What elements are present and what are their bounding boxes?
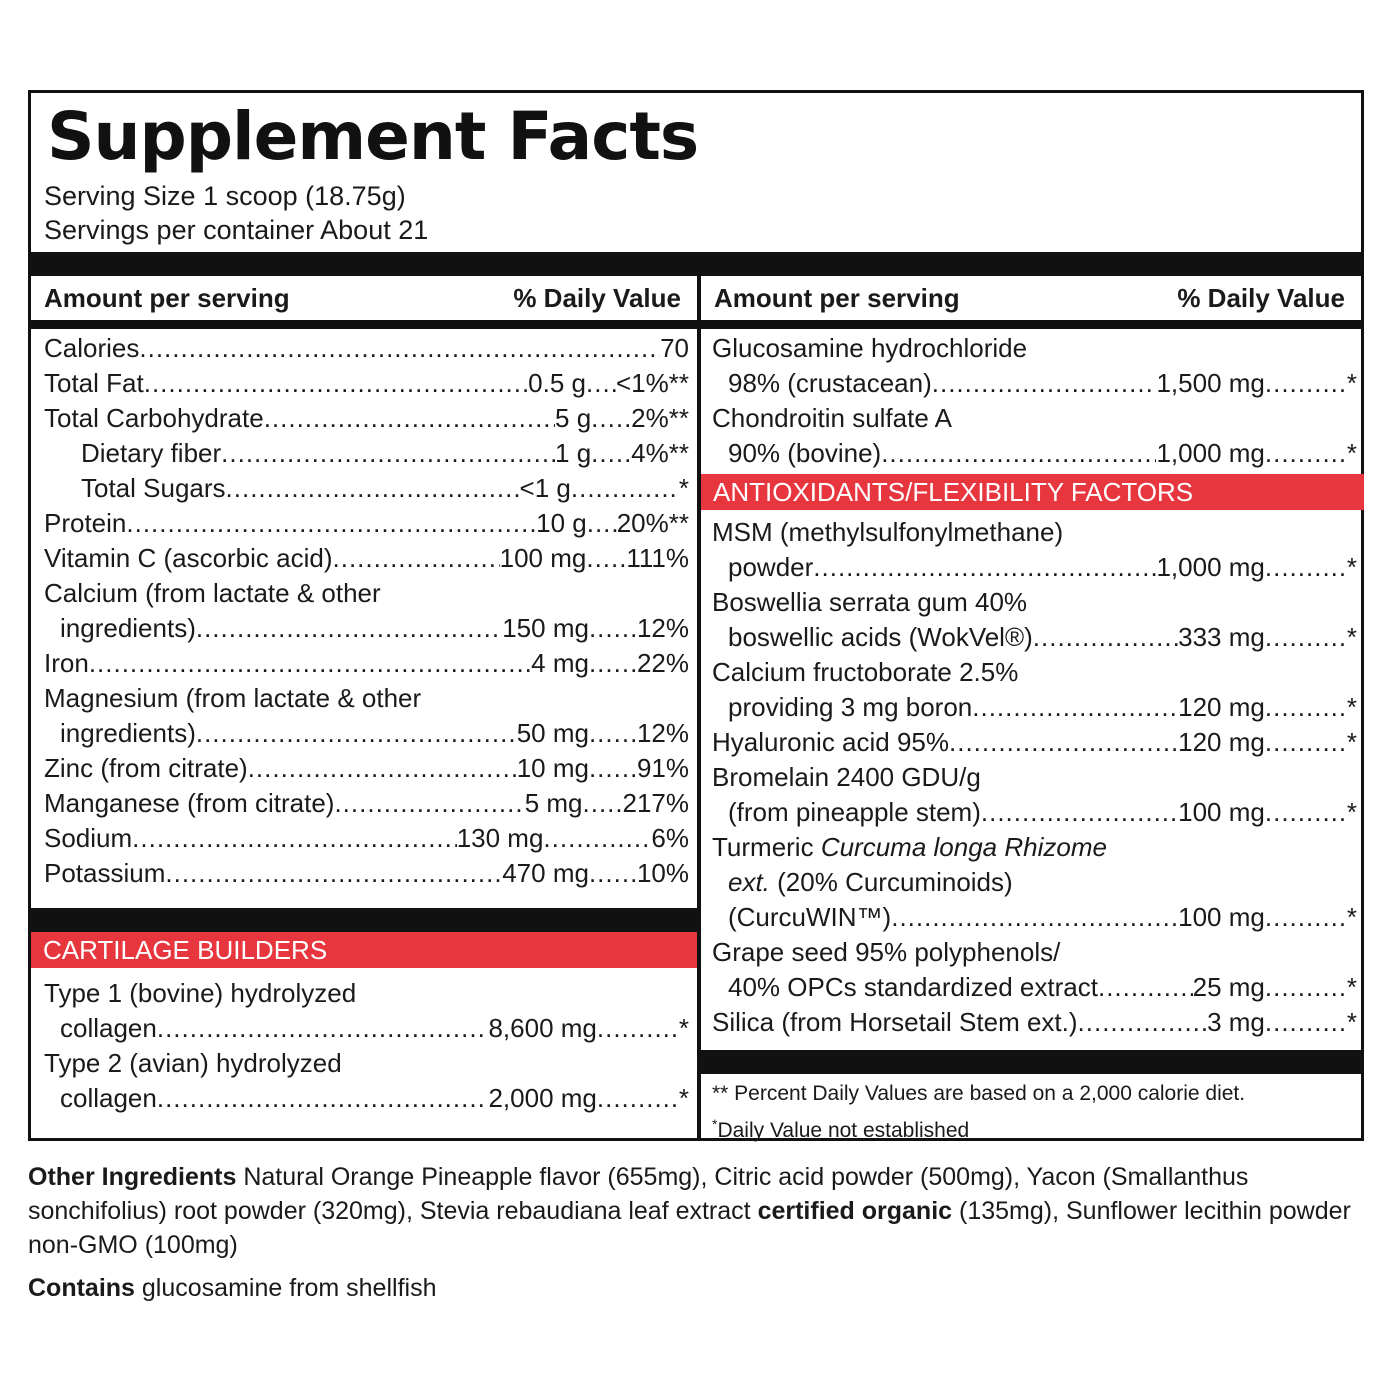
nutrient-amount: 50 mg [516, 718, 589, 748]
nutrient-name: 90% (bovine) [728, 438, 882, 468]
nutrient-amount: 3 mg [1207, 1007, 1265, 1037]
leader-dots [589, 856, 637, 891]
header-rule [31, 320, 1361, 329]
nutrient-row [44, 401, 689, 436]
item-label-line: Boswellia serrata gum 40% [712, 587, 1028, 617]
daily-value: * [1346, 902, 1357, 932]
nutrient-name: collagen [60, 1013, 157, 1043]
nutrient-amount: 100 mg [1178, 797, 1265, 827]
leader-dots [591, 401, 631, 436]
nutrient-name: Total Carbohydrate [44, 403, 264, 433]
leader-dots [1098, 970, 1193, 1005]
dv-footnote-text: Daily Value not established [717, 1119, 970, 1142]
daily-value-label: % Daily Value [513, 282, 681, 313]
antioxidants-list [712, 515, 1357, 1040]
nutrient-amount: 120 mg [1178, 727, 1265, 757]
contains-text: glucosamine from shellfish [134, 1274, 437, 1302]
nutrient-row [44, 611, 689, 646]
daily-value: 2%** [631, 403, 689, 433]
leader-dots [591, 436, 631, 471]
leader-dots [157, 1011, 489, 1046]
leader-dots [1265, 366, 1347, 401]
leader-dots [1265, 550, 1347, 585]
left-column-header [31, 276, 697, 320]
nutrient-row [44, 366, 689, 401]
item-label-line: Calcium fructoborate 2.5% [712, 657, 1019, 687]
leader-dots [589, 611, 637, 646]
leader-dots [333, 541, 500, 576]
nutrient-row [44, 541, 689, 576]
cartilage-list [44, 976, 689, 1116]
daily-value: 217% [622, 788, 689, 818]
daily-value: 20%** [616, 508, 689, 538]
left-nutrient-list [44, 331, 689, 891]
nutrient-row [44, 646, 689, 681]
nutrient-row [44, 1081, 689, 1116]
leader-dots [587, 506, 617, 541]
nutrient-amount: 5 g [555, 403, 592, 433]
nutrient-name: 98% (crustacean) [728, 368, 932, 398]
nutrient-name: ingredients) [60, 613, 196, 643]
nutrient-row [44, 506, 689, 541]
nutrient-row [712, 1005, 1357, 1040]
nutrient-row [44, 436, 689, 471]
leader-dots [1265, 620, 1347, 655]
nutrient-row [44, 821, 689, 856]
leader-dots [891, 900, 1178, 935]
nutrient-row [44, 716, 689, 751]
serving-size: Serving Size 1 scoop (18.75g) [44, 181, 406, 211]
footnote-star: * [712, 1116, 718, 1132]
daily-value: 22% [636, 648, 689, 678]
item-label-line: Magnesium (from lactate & other [44, 683, 422, 713]
other-ingredients-text-b: (135mg), Sunflower lecithin powder non-GMO (100mg) [28, 1197, 1351, 1259]
nutrient-name: Vitamin C (ascorbic acid) [44, 543, 333, 573]
amount-per-serving-label: Amount per serving [44, 282, 290, 313]
dv-footnote [712, 1109, 1245, 1146]
nutrient-row [712, 690, 1357, 725]
daily-value: * [678, 1083, 689, 1113]
nutrient-row [712, 620, 1357, 655]
item-label-line [712, 830, 1357, 865]
daily-value: * [1346, 368, 1357, 398]
nutrient-row [712, 550, 1357, 585]
leader-dots [571, 471, 679, 506]
turmeric-text: Turmeric [712, 832, 821, 862]
daily-value: * [1346, 1007, 1357, 1037]
item-label-line: Type 2 (avian) hydrolyzed [44, 1048, 342, 1078]
daily-value: 4%** [631, 438, 689, 468]
leader-dots [597, 1011, 679, 1046]
nutrient-row [44, 1011, 689, 1046]
nutrient-amount: 70 [660, 333, 689, 363]
nutrient-row [712, 900, 1357, 935]
nutrient-amount: 10 mg [516, 753, 589, 783]
nutrient-row [44, 856, 689, 891]
amount-per-serving-label: Amount per serving [714, 282, 960, 313]
item-label-line: Grape seed 95% polyphenols/ [712, 937, 1061, 967]
antioxidants-heading: ANTIOXIDANTS/FLEXIBILITY FACTORS [701, 474, 1364, 510]
nutrient-name: Silica (from Horsetail Stem ext.) [712, 1007, 1078, 1037]
leader-dots [1265, 690, 1347, 725]
nutrient-name: Sodium [44, 823, 133, 853]
right-column-header [701, 276, 1361, 320]
other-ingredients [28, 1160, 1368, 1262]
nutrient-row [712, 725, 1357, 760]
nutrient-amount: 2,000 mg [488, 1083, 597, 1113]
nutrient-name: providing 3 mg boron [728, 692, 973, 722]
leader-dots [932, 366, 1157, 401]
nutrient-name: collagen [60, 1083, 157, 1113]
daily-value: * [1346, 552, 1357, 582]
nutrient-amount: 10 g [536, 508, 587, 538]
item-label-line: Type 1 (bovine) hydrolyzed [44, 978, 357, 1008]
leader-dots [1265, 900, 1347, 935]
nutrient-row [44, 751, 689, 786]
nutrient-name: 40% OPCs standardized extract [728, 972, 1098, 1002]
daily-value: * [1346, 692, 1357, 722]
leader-dots [1265, 436, 1347, 471]
daily-value: * [1346, 727, 1357, 757]
leader-dots [1033, 620, 1178, 655]
daily-value: 91% [636, 753, 689, 783]
nutrient-amount: 0.5 g [528, 368, 586, 398]
daily-value: * [678, 1013, 689, 1043]
nutrient-name: Calories [44, 333, 140, 363]
nutrient-name: Total Fat [44, 368, 144, 398]
leader-dots [589, 751, 637, 786]
daily-value: * [1346, 438, 1357, 468]
nutrient-amount: 8,600 mg [488, 1013, 597, 1043]
nutrient-name: (from pineapple stem) [728, 797, 981, 827]
nutrient-amount: 25 mg [1192, 972, 1265, 1002]
daily-value: 12% [636, 613, 689, 643]
leader-dots [157, 1081, 489, 1116]
daily-value: 111% [626, 543, 689, 573]
item-label-line: Chondroitin sulfate A [712, 403, 952, 433]
nutrient-name: Zinc (from citrate) [44, 753, 248, 783]
daily-value: * [1346, 622, 1357, 652]
ext-italic: ext. [728, 867, 770, 897]
item-label-line [712, 865, 1357, 900]
nutrient-name: Hyaluronic acid 95% [712, 727, 950, 757]
leader-dots [139, 331, 660, 366]
nutrient-name: Total Sugars [81, 473, 226, 503]
leader-dots [981, 795, 1178, 830]
footnotes [712, 1078, 1245, 1146]
leader-dots [586, 366, 616, 401]
nutrient-amount: 1,000 mg [1156, 552, 1265, 582]
other-ingredients-text-a: Natural Orange Pineapple flavor (655mg), Citric acid powder (500mg), Yacon (Smallanthus sonchifolius) root powder (320mg), Stevia rebaudiana leaf extract [28, 1163, 1249, 1225]
leader-dots [543, 821, 651, 856]
nutrient-name: Iron [44, 648, 89, 678]
nutrient-amount: <1 g [519, 473, 571, 503]
nutrient-name: Potassium [44, 858, 166, 888]
item-label-line: Bromelain 2400 GDU/g [712, 762, 981, 792]
leader-dots [1265, 970, 1347, 1005]
leader-dots [89, 646, 531, 681]
daily-value: * [1346, 972, 1357, 1002]
leader-dots [1265, 795, 1347, 830]
leader-dots [264, 401, 555, 436]
nutrient-row [44, 786, 689, 821]
nutrient-amount: 1,500 mg [1156, 368, 1265, 398]
other-ingredients-label: Other Ingredients [28, 1163, 237, 1191]
panel-title: Supplement Facts [47, 98, 699, 175]
nutrient-amount: 5 mg [524, 788, 583, 818]
leader-dots [589, 646, 637, 681]
leader-dots [248, 751, 517, 786]
left-mid-rule [31, 908, 697, 932]
leader-dots [132, 821, 457, 856]
nutrient-amount: 470 mg [502, 858, 589, 888]
daily-value: <1%** [616, 368, 689, 398]
leader-dots [589, 716, 637, 751]
daily-value: * [678, 473, 689, 503]
nutrient-row [712, 795, 1357, 830]
nutrient-name: Protein [44, 508, 127, 538]
daily-value: 6% [651, 823, 689, 853]
nutrient-name: Manganese (from citrate) [44, 788, 335, 818]
nutrient-name: ingredients) [60, 718, 196, 748]
daily-value: 12% [636, 718, 689, 748]
leader-dots [881, 436, 1156, 471]
leader-dots [949, 725, 1178, 760]
contains-statement [28, 1271, 1368, 1305]
column-divider [697, 276, 701, 1141]
leader-dots [586, 541, 626, 576]
certified-organic: certified organic [757, 1197, 953, 1225]
nutrient-row [712, 970, 1357, 1005]
ext-rest: (20% Curcuminoids) [769, 867, 1013, 897]
leader-dots [1078, 1005, 1208, 1040]
nutrient-amount: 150 mg [502, 613, 589, 643]
item-label-line: Glucosamine hydrochloride [712, 333, 1028, 363]
nutrient-amount: 1,000 mg [1156, 438, 1265, 468]
daily-value: * [1346, 797, 1357, 827]
nutrient-row [712, 366, 1357, 401]
nutrient-row [44, 331, 689, 366]
item-label-line: Calcium (from lactate & other [44, 578, 381, 608]
leader-dots [221, 436, 555, 471]
leader-dots [972, 690, 1178, 725]
top-thick-rule [31, 252, 1361, 276]
nutrient-amount: 130 mg [456, 823, 544, 853]
nutrient-name: boswellic acids (WokVel®) [728, 622, 1033, 652]
leader-dots [196, 611, 502, 646]
leader-dots [334, 786, 524, 821]
nutrient-amount: 4 mg [531, 648, 589, 678]
nutrient-name: (CurcuWIN™) [728, 902, 892, 932]
nutrient-amount: 333 mg [1178, 622, 1265, 652]
nutrient-amount: 100 mg [499, 543, 587, 573]
servings-per-container: Servings per container About 21 [44, 215, 429, 245]
leader-dots [196, 716, 517, 751]
nutrient-row [44, 471, 689, 506]
nutrient-amount: 100 mg [1178, 902, 1265, 932]
leader-dots [1265, 725, 1347, 760]
nutrient-row [712, 436, 1357, 471]
leader-dots [165, 856, 502, 891]
supplement-facts-panel [28, 90, 1364, 1141]
nutrient-name: powder [728, 552, 814, 582]
percent-footnote: ** Percent Daily Values are based on a 2,000 calorie diet. [712, 1082, 1246, 1105]
leader-dots [583, 786, 623, 821]
nutrient-name: Dietary fiber [81, 438, 222, 468]
contains-label: Contains [28, 1274, 135, 1302]
leader-dots [1265, 1005, 1347, 1040]
right-top-list [712, 331, 1357, 471]
leader-dots [597, 1081, 679, 1116]
leader-dots [226, 471, 520, 506]
leader-dots [144, 366, 528, 401]
nutrient-amount: 1 g [555, 438, 592, 468]
nutrient-amount: 120 mg [1178, 692, 1265, 722]
daily-value-label: % Daily Value [1177, 282, 1345, 313]
turmeric-latin: Curcuma longa Rhizome [820, 832, 1107, 862]
leader-dots [813, 550, 1156, 585]
cartilage-heading: CARTILAGE BUILDERS [31, 932, 697, 968]
daily-value: 10% [636, 858, 689, 888]
leader-dots [126, 506, 536, 541]
right-bottom-rule [701, 1050, 1361, 1074]
item-label-line: MSM (methylsulfonylmethane) [712, 517, 1064, 547]
